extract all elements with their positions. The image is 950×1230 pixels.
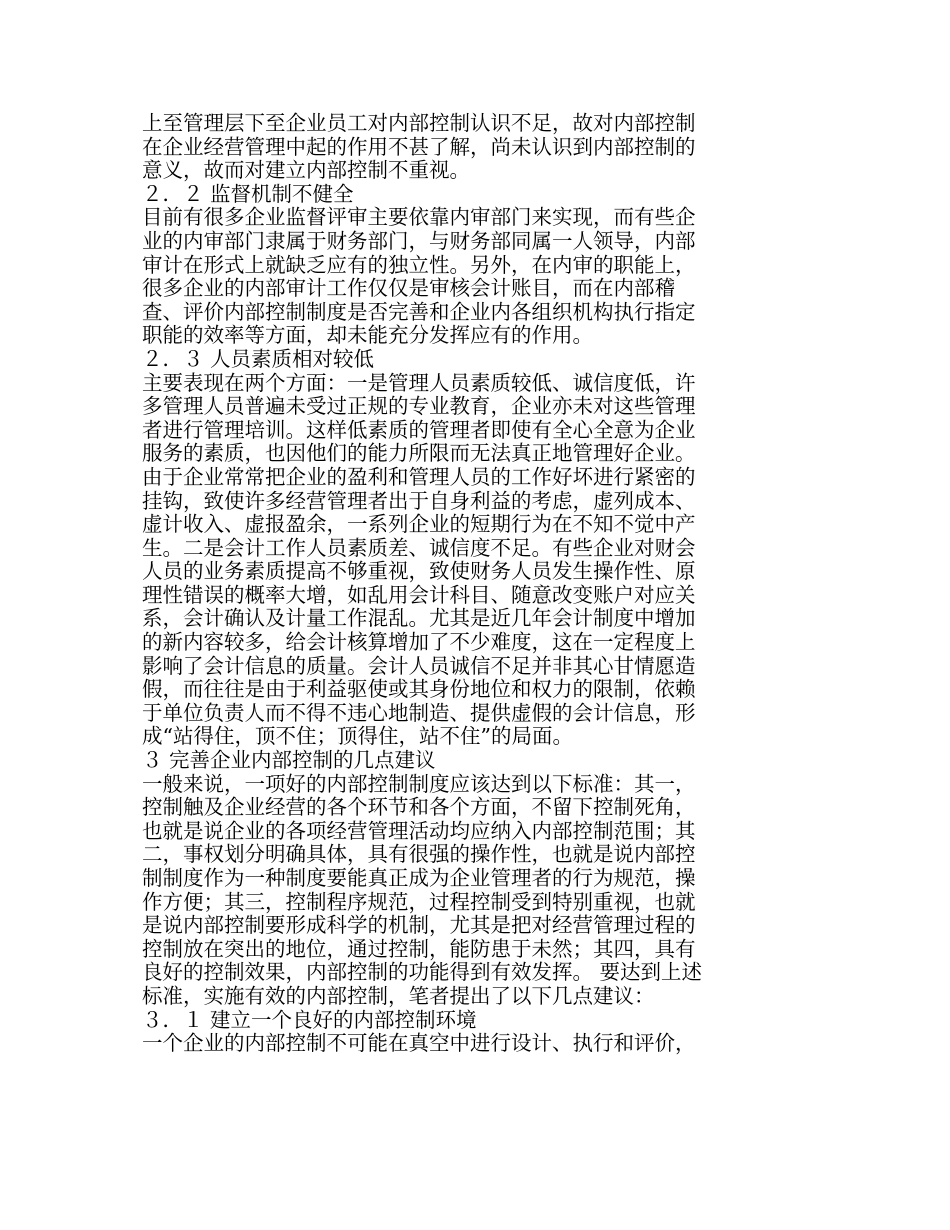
text-line: 控制放在突出的地位，通过控制，能防患于未然；其四，具有	[142, 936, 696, 961]
text-line: 制制度作为一种制度要能真正成为企业管理者的行为规范，操	[142, 866, 696, 890]
text-line: 查、评价内部控制制度是否完善和企业内各组织机构执行指定	[142, 299, 696, 324]
text-line: 于单位负责人而不得不违心地制造、提供虚假的会计信息，形	[142, 700, 696, 725]
text-line: 虚计收入、虚报盈余，一系列企业的短期行为在不知不觉中产	[142, 512, 696, 537]
text-line: 作方便；其三，控制程序规范，过程控制受到特别重视，也就	[142, 889, 696, 914]
text-line: 业的内审部门隶属于财务部门，与财务部同属一人领导，内部	[142, 228, 696, 253]
section-heading: ２．３ 人员素质相对较低	[142, 346, 375, 371]
text-line: 职能的效率等方面，却未能充分发挥应有的作用。	[142, 323, 593, 348]
text-line: 一个企业的内部控制不可能在真空中进行设计、执行和评价，	[142, 1031, 696, 1056]
text-line: 生。二是会计工作人员素质差、诚信度不足。有些企业对财会	[142, 535, 696, 560]
text-line: 是说内部控制要形成科学的机制，尤其是把对经营管理过程的	[142, 913, 696, 938]
text-line: 人员的业务素质提高不够重视，致使财务人员发生操作性、原	[142, 559, 696, 584]
text-line: 也就是说企业的各项经营管理活动均应纳入内部控制范围；其	[142, 818, 696, 843]
text-line: 控制触及企业经营的各个环节和各个方面，不留下控制死角，	[142, 795, 696, 820]
section-heading: ３ 完善企业内部控制的几点建议	[142, 748, 436, 773]
text-line: 者进行管理培训。这样低素质的管理者即使有全心全意为企业	[142, 417, 696, 442]
text-line: 在企业经营管理中起的作用不甚了解，尚未认识到内部控制的	[142, 134, 696, 159]
text-line: 影响了会计信息的质量。会计人员诚信不足并非其心甘情愿造	[142, 653, 696, 678]
text-line: 意义，故而对建立内部控制不重视。	[142, 158, 470, 183]
text-line: 由于企业常常把企业的盈利和管理人员的工作好坏进行紧密的	[142, 464, 696, 489]
text-line: 的新内容较多，给会计核算增加了不少难度，这在一定程度上	[142, 630, 696, 655]
text-line: 系，会计确认及计量工作混乱。尤其是近几年会计制度中增加	[142, 606, 696, 631]
text-line: 成“站得住，顶不住；顶得住，站不住”的局面。	[142, 724, 573, 749]
section-heading: ３．１ 建立一个良好的内部控制环境	[142, 1007, 477, 1032]
text-line: 挂钩，致使许多经营管理者出于自身利益的考虑，虚列成本、	[142, 488, 696, 513]
text-line: 一般来说，一项好的内部控制制度应该达到以下标准：其一，	[142, 771, 696, 796]
document-page	[142, 112, 742, 1056]
text-line: 假，而往往是由于利益驱使或其身份地位和权力的限制，依赖	[142, 677, 696, 702]
text-line: 二，事权划分明确具体，具有很强的操作性，也就是说内部控	[142, 842, 696, 867]
section-heading: ２．２ 监督机制不健全	[142, 181, 354, 206]
text-line: 服务的素质，也因他们的能力所限而无法真正地管理好企业。	[142, 441, 696, 466]
text-line: 很多企业的内部审计工作仅仅是审核会计账目，而在内部稽	[142, 276, 675, 301]
text-line: 审计在形式上就缺乏应有的独立性。另外，在内审的职能上，	[142, 252, 696, 277]
text-line: 标准，实施有效的内部控制，笔者提出了以下几点建议：	[142, 983, 655, 1008]
text-line: 良好的控制效果，内部控制的功能得到有效发挥。 要达到上述	[142, 960, 703, 985]
text-line: 理性错误的概率大增，如乱用会计科目、随意改变账户对应关	[142, 582, 696, 607]
text-line: 主要表现在两个方面：一是管理人员素质较低、诚信度低，许	[142, 370, 696, 395]
text-line: 多管理人员普遍未受过正规的专业教育，企业亦未对这些管理	[142, 394, 696, 419]
text-line: 上至管理层下至企业员工对内部控制认识不足，故对内部控制	[142, 111, 696, 135]
text-line: 目前有很多企业监督评审主要依靠内审部门来实现，而有些企	[142, 205, 696, 230]
